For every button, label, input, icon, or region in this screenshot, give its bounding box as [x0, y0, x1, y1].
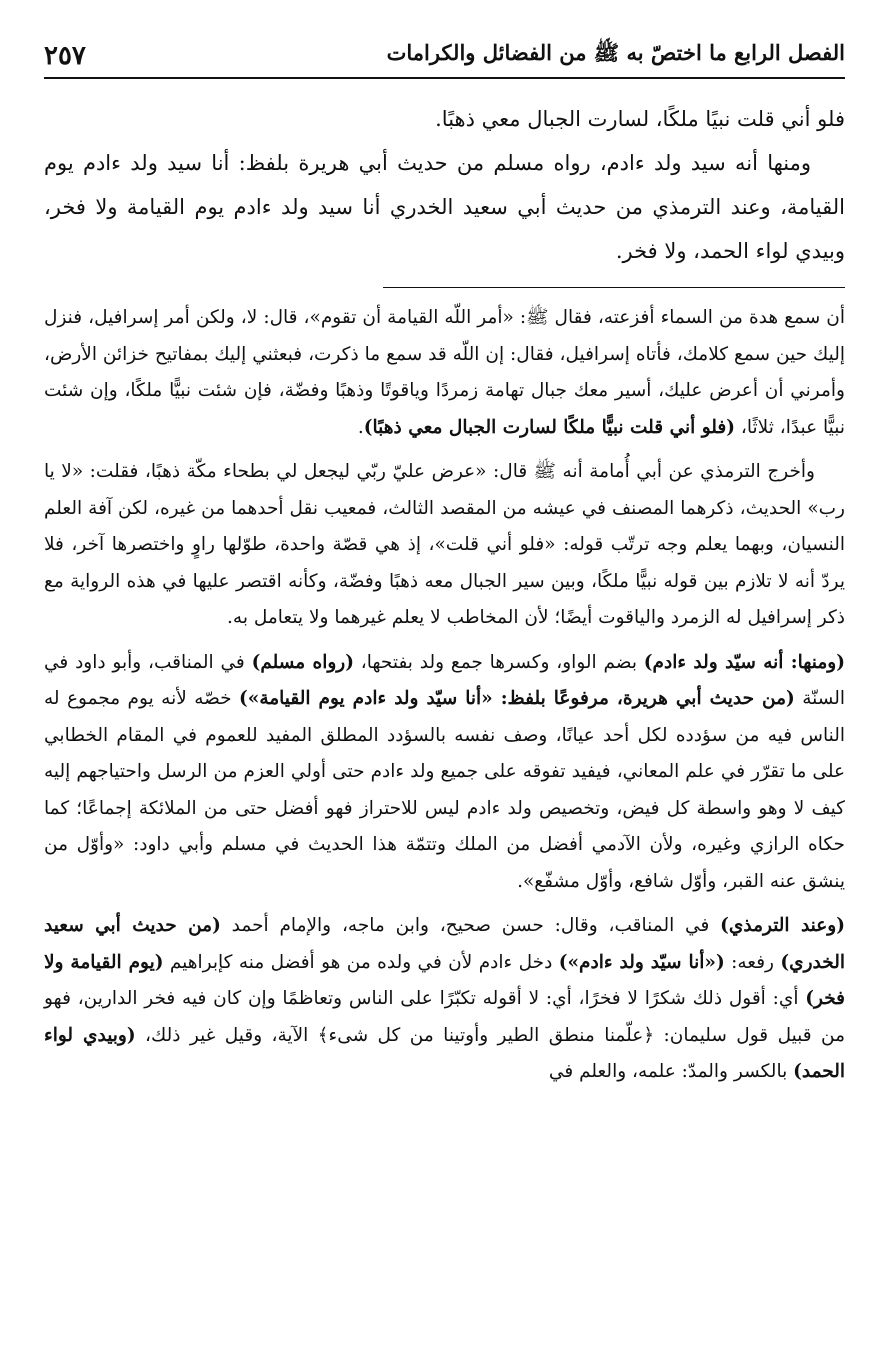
text-run: رفعه: — [724, 951, 781, 973]
commentary-paragraph-3 — [44, 645, 845, 901]
text-run: بضم الواو، وكسرها جمع ولد بفتحها، — [353, 651, 644, 673]
footnote-separator — [383, 287, 845, 288]
quoted-matn: (من حديث أبي هريرة، مرفوعًا بلفظ: «أنا سيّد ولد ءادم يوم القيامة») — [239, 688, 795, 709]
page-number: ٢٥٧ — [44, 41, 86, 71]
text-run: . — [357, 416, 364, 438]
text-run: أن سمع هدة من السماء أفزعته، فقال ﷺ: «أمر اللّه القيامة أن تقوم»، قال: لا، ولكن أمر إسرافيل، فنزل إليك حين سمع كلامك، فأتاه إسرافيل، فقال: إن اللّه قد سمع ما ذكرت، فبعثني إليك بمفاتيح خزائن الأرض، وأمرني أن أعرض عليك، أسير معك جبال تهامة زمردًا وياقوتًا وذهبًا وفضّة، فإن شئت نبيًّا ملكًا، وإن شئت نبيًّا عبدًا، ثلاثًا، — [44, 307, 845, 438]
running-header — [44, 40, 845, 79]
quoted-matn: («أنا سيّد ولد ءادم») — [558, 951, 725, 973]
text-run: بالكسر والمدّ: علمه، والعلم في — [548, 1061, 794, 1082]
commentary-paragraph-2: وأخرج الترمذي عن أبي أُمامة أنه ﷺ قال: «عرض عليّ ربّي ليجعل لي بطحاء مكّة ذهبًا، فقلت: «لا يا رب» الحديث، ذكرهما المصنف في عيشه من المقصد الثالث، فمعيب نقل أحدهما من غيره، لكن آفة العلم النسيان، وبهما يعلم وجه ترتّب قوله: «فلو أني قلت»، إذ هي قصّة واحدة، طوّلها راوٍ واختصرها آخر، فلا يردّ أنه لا تلازم بين قوله نبيًّا ملكًا، وبين سير الجبال معه ذهبًا وفضّة، وكأنه اقتصر عليها في هذه الرواية مع ذكر إسرافيل له الزمرد والياقوت أيضًا؛ لأن المخاطب لا يعلم غيرهما ولا يتعامل به. — [44, 461, 845, 628]
text-run: دخل ءادم لأن في ولده من هو أفضل منه كإبراهيم — [163, 951, 559, 973]
quoted-matn: (ومنها: أنه سيّد ولد ءادم) — [643, 651, 845, 673]
text-run: أي: أقول ذلك شكرًا لا فخرًا، أي: لا أقوله تكبّرًا على الناس وتعاظمًا وإن كان فيه فخر الدارين، فهو من قبيل قول سليمان: ﴿علّمنا منطق الطير وأوتينا من كل شىء﴾ الآية، وقيل غير ذلك، — [44, 988, 845, 1046]
quoted-matn: (من حديث أبي سعيد الخدري) — [44, 915, 845, 973]
main-paragraph-2: ومنها أنه سيد ولد ءادم، رواه مسلم من حديث أبي هريرة بلفظ: أنا سيد ولد ءادم يوم القيامة، وعند الترمذي من حديث أبي سعيد الخدري أنا سيد ولد ءادم يوم القيامة ولا فخر، وبيدي لواء الحمد، ولا فخر. — [44, 151, 845, 263]
main-paragraph-1: فلو أني قلت نبيًا ملكًا، لسارت الجبال معي ذهبًا. — [435, 107, 845, 131]
commentary-paragraph-1 — [44, 300, 845, 446]
quoted-matn: (وبيدي لواء الحمد) — [44, 1024, 845, 1082]
chapter-title: الفصل الرابع ما اختصّ به ﷺ من الفضائل والكرامات — [386, 40, 845, 65]
quoted-matn: (فلو أني قلت نبيًّا ملكًا لسارت الجبال معي ذهبًا) — [363, 416, 736, 438]
main-text — [44, 97, 845, 273]
text-run: في المناقب، وقال: حسن صحيح، وابن ماجه، والإمام أحمد — [220, 915, 721, 936]
text-run: في المناقب، وأبو داود في السنّة — [44, 651, 845, 709]
commentary — [44, 300, 845, 1091]
commentary-paragraph-4 — [44, 908, 845, 1091]
quoted-matn: (يوم القيامة ولا فخر) — [44, 951, 845, 1009]
quoted-matn: (رواه مسلم) — [251, 651, 354, 673]
quoted-matn: (وعند الترمذي) — [720, 915, 845, 936]
text-run: خصّه لأنه يوم مجموع له الناس فيه من سؤدده لكل أحد عيانًا، وصف نفسه بالسؤدد المطلق المفيد للعموم في المقام الخطابي على ما تقرّر في علم المعاني، فيفيد تفوقه على جميع ولد ءادم حتى أولي العزم من الرسل واحتياجهم إليه كيف لا وهو واسطة كل فيض، وتخصيص ولد ءادم ليس للاحتراز فهو أفضل حتى من الملائكة إجماعًا؛ كما حكاه الرازي وغيره، ولأن الآدمي أفضل من الملك وتتمّة هذا الحديث في مسلم وأبي داود: «وأوّل من ينشق عنه القبر، وأوّل شافع، وأوّل مشفّع». — [44, 688, 845, 892]
